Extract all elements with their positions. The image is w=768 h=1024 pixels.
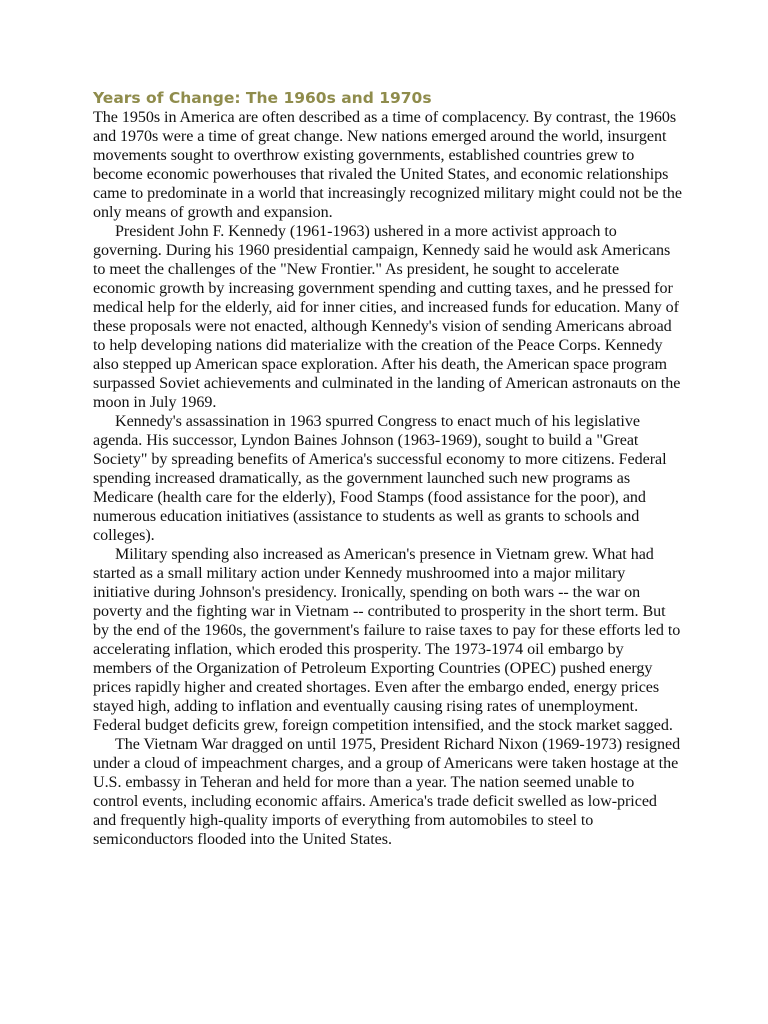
page-title: Years of Change: The 1960s and 1970s	[93, 89, 432, 107]
paragraph-military-spending: Military spending also increased as American's presence in Vietnam grew. What had started as a small military action under Kennedy mushroomed into a major military initiative during Johnson's presidency. Ironically, spending on both wars -- the war on poverty and the fighting war in Vietnam -- contributed to prosperity in the short term. But by the end of the 1960s, the government's failure to raise taxes to pay for these efforts led to accelerating inflation, which eroded this prosperity. The 1973-1974 oil embargo by members of the Organization of Petroleum Exporting Countries (OPEC) pushed energy prices rapidly higher and created shortages. Even after the embargo ended, energy prices stayed high, adding to inflation and eventually causing rising rates of unemployment. Federal budget deficits grew, foreign competition intensified, and the stock market sagged.	[93, 546, 681, 734]
paragraph-intro: The 1950s in America are often described as a time of complacency. By contrast, the 1960s and 1970s were a time of great change. New nations emerged around the world, insurgent movements sought to overthrow existing governments, established countries grew to become economic powerhouses that rivaled the United States, and economic relationships came to predominate in a world that increasingly recognized military might could not be the only means of growth and expansion.	[93, 109, 682, 221]
paragraph-kennedy: President John F. Kennedy (1961-1963) ushered in a more activist approach to governing. During his 1960 presidential campaign, Kennedy said he would ask Americans to meet the challenges of the "New Frontier." As president, he sought to accelerate economic growth by increasing government spending and cutting taxes, and he pressed for medical help for the elderly, aid for inner cities, and increased funds for education. Many of these proposals were not enacted, although Kennedy's vision of sending Americans abroad to help developing nations did materialize with the creation of the Peace Corps. Kennedy also stepped up American space exploration. After his death, the American space program surpassed Soviet achievements and culminated in the landing of American astronauts on the moon in July 1969.	[93, 223, 681, 411]
paragraph-vietnam-nixon: The Vietnam War dragged on until 1975, President Richard Nixon (1969-1973) resigned under a cloud of impeachment charges, and a group of Americans were taken hostage at the U.S. embassy in Teheran and held for more than a year. The nation seemed unable to control events, including economic affairs. America's trade deficit swelled as low-priced and frequently high-quality imports of everything from automobiles to steel to semiconductors flooded into the United States.	[93, 736, 681, 848]
paragraph-johnson: Kennedy's assassination in 1963 spurred Congress to enact much of his legislative agenda. His successor, Lyndon Baines Johnson (1963-1969), sought to build a "Great Society" by spreading benefits of America's successful economy to more citizens. Federal spending increased dramatically, as the government launched such new programs as Medicare (health care for the elderly), Food Stamps (food assistance for the poor), and numerous education initiatives (assistance to students as well as grants to schools and colleges).	[93, 413, 667, 544]
document-body	[93, 108, 683, 849]
document-page	[93, 88, 683, 849]
